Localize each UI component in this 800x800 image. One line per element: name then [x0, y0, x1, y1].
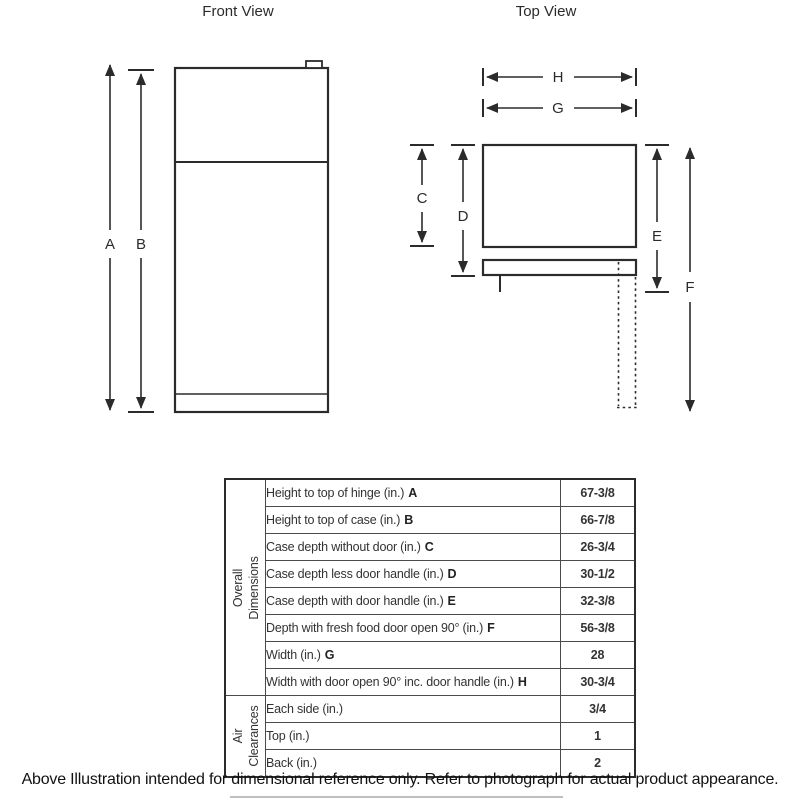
dim-label-c: C — [416, 190, 428, 207]
row-label: Width (in.) — [266, 648, 321, 662]
row-dim-key: A — [408, 486, 418, 500]
row-dim-key: B — [404, 513, 414, 527]
table-row — [225, 696, 635, 723]
table-row — [225, 642, 635, 669]
row-label: Case depth less door handle (in.) — [266, 567, 444, 581]
table-row — [225, 615, 635, 642]
table-row — [225, 669, 635, 696]
table-row — [225, 479, 635, 507]
dim-label-e: E — [651, 228, 663, 245]
row-value: 67-3/8 — [561, 479, 636, 507]
dim-label-d: D — [457, 208, 469, 225]
front-view — [105, 3, 328, 412]
row-value: 30-3/4 — [561, 669, 636, 696]
group-label-line: Clearances — [246, 705, 261, 767]
door-top-outline — [483, 260, 636, 275]
dim-arrow-e — [645, 145, 669, 292]
row-label: Height to top of hinge (in.) — [266, 486, 405, 500]
group-label-overall-dimensions — [225, 479, 266, 696]
row-label: Height to top of case (in.) — [266, 513, 401, 527]
door-open-dashed-outline — [617, 262, 637, 408]
table-row — [225, 588, 635, 615]
row-label: Back (in.) — [266, 756, 317, 770]
dim-label-b: B — [135, 236, 147, 253]
row-dim-key: E — [447, 594, 456, 608]
group-label-air-clearances — [225, 696, 266, 778]
group-label-line: Overall — [230, 568, 245, 607]
row-value: 66-7/8 — [561, 507, 636, 534]
row-dim-key: D — [447, 567, 457, 581]
row-label: Case depth with door handle (in.) — [266, 594, 444, 608]
table-row — [225, 723, 635, 750]
top-view-title: Top View — [515, 3, 577, 20]
table-row — [225, 534, 635, 561]
row-value: 32-3/8 — [561, 588, 636, 615]
group-label-line: Air — [230, 728, 245, 744]
row-label: Top (in.) — [266, 729, 310, 743]
table-row — [225, 507, 635, 534]
row-value: 1 — [561, 723, 636, 750]
table-row — [225, 561, 635, 588]
row-label: Depth with fresh food door open 90° (in.) — [266, 621, 484, 635]
row-label: Width with door open 90° inc. door handle (in.) — [266, 675, 514, 689]
row-value: 28 — [561, 642, 636, 669]
row-value: 26-3/4 — [561, 534, 636, 561]
row-dim-key: H — [517, 675, 527, 689]
fridge-front-outline — [175, 68, 328, 412]
footer-disclaimer: Above Illustration intended for dimensional reference only. Refer to photograph for actual product appearance. — [21, 771, 779, 788]
row-value: 30-1/2 — [561, 561, 636, 588]
dim-label-g: G — [552, 100, 564, 117]
dim-label-h: H — [552, 69, 564, 86]
row-dim-key: G — [324, 648, 335, 662]
row-label: Case depth without door (in.) — [266, 540, 421, 554]
cropped-next-section-line — [230, 796, 563, 798]
case-top-outline — [483, 145, 636, 247]
dim-label-f: F — [685, 279, 695, 296]
dim-label-a: A — [104, 236, 116, 253]
front-view-title: Front View — [202, 3, 274, 20]
top-view — [410, 3, 695, 411]
row-value: 3/4 — [561, 696, 636, 723]
dimensions-table — [224, 478, 636, 778]
row-label: Each side (in.) — [266, 702, 343, 716]
row-value: 2 — [561, 750, 636, 778]
row-value: 56-3/8 — [561, 615, 636, 642]
hinge-cap — [306, 61, 322, 68]
group-label-line: Dimensions — [246, 555, 261, 620]
row-dim-key: F — [487, 621, 495, 635]
row-dim-key: C — [424, 540, 434, 554]
